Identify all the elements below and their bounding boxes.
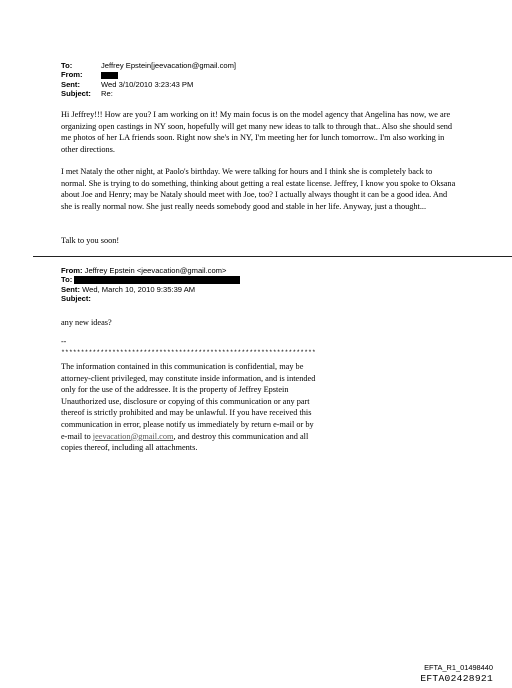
subject-value: Re: [101, 89, 113, 98]
email2-to-row [61, 275, 240, 284]
email2-body: any new ideas? [61, 318, 112, 327]
to-label: To: [61, 275, 73, 284]
divider-line [33, 256, 512, 257]
email1-paragraph-2: I met Nataly the other night, at Paolo's birthday. We were talking for hours and I think she is completely back to normal. She is trying to do something, thinking about getting a real estate license. Jeffrey, I know you spoke to Oksana about Joe and Henry; may be Nataly should meet with Joe, too? I actually always thought it can be a good idea. And she is really normal now. She just really needs somebody good and stable in her life. Anyway, just a thought... [61, 167, 456, 211]
email-link[interactable]: jeevacation@gmail.com [92, 431, 174, 441]
bates-number-2: EFTA02428921 [420, 673, 493, 684]
subject-label: Subject: [61, 89, 91, 98]
to-label: To: [61, 61, 73, 70]
email1-paragraph-1: Hi Jeffrey!!! How are you? I am working on it! My main focus is on the model agency that Angelina has now, we are organizing open castings in NY soon, hopefully will get many new ideas to talk to through that.. Also she should send me photos of her LA friends soon. Right now she's in NY, I'm meeting her for lunch tomorrow.. I'm also working in other directions. [61, 110, 453, 154]
sent-label: Sent: [61, 285, 80, 294]
from-label: From: [61, 266, 83, 275]
from-value: Jeffrey Epstein <jeevacation@gmail.com> [84, 266, 227, 275]
bates-number-1: EFTA_R1_01498440 [424, 663, 493, 672]
email2-subject-row [61, 294, 91, 303]
subject-label: Subject: [61, 294, 91, 303]
redaction-bar [74, 276, 240, 284]
to-value: Jeffrey Epstein[jeevacation@gmail.com] [101, 61, 237, 70]
signature-dash: -- [61, 337, 67, 346]
email1-paragraph-3: Talk to you soon! [61, 236, 120, 245]
from-label: From: [61, 70, 83, 79]
email2-sent-row [61, 285, 195, 294]
email2-from-row [61, 266, 226, 275]
sent-label: Sent: [61, 80, 80, 89]
sent-value: Wed 3/10/2010 3:23:43 PM [101, 80, 194, 89]
sent-value: Wed, March 10, 2010 9:35:39 AM [82, 285, 196, 294]
signature-stars: ***************************************************************** [61, 349, 316, 356]
confidentiality-notice: The information contained in this communication is confidential, may be attorney-client privileged, may constitute inside information, and is intended only for the use of the addressee. It is the property of Jeffrey Epstein Unauthorized use, disclosure or copying of this communication or any part thereof is strictly prohibited and may be unlawful. If you have received this communication in error, please notify us immediately by return e-mail or by e-mail to jeevacation@gmail.com, and destroy this communication and all copies thereof, including all attachments. [61, 362, 316, 453]
redaction-bar [101, 72, 118, 79]
